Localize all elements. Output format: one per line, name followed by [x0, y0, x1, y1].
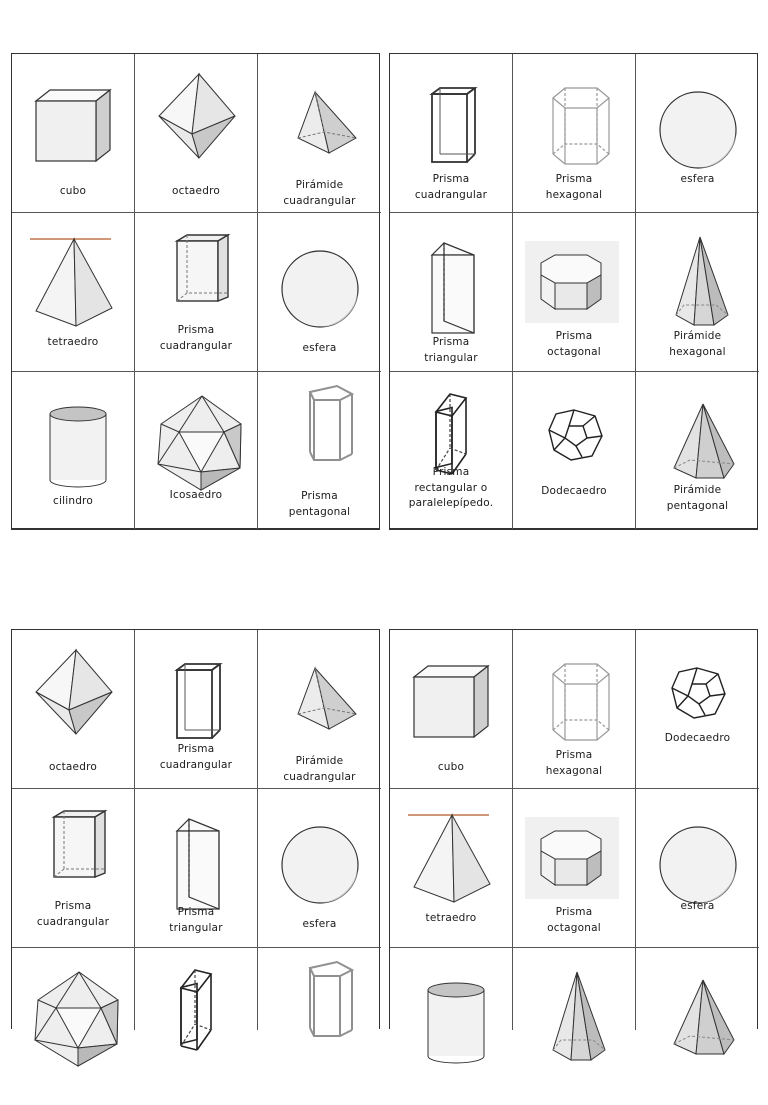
pentagonal-prism-icon — [258, 948, 381, 1105]
cell-label: Prisma cuadrangular — [159, 324, 233, 352]
bingo-card-4 — [389, 629, 758, 1029]
rectangular-prism-icon — [135, 948, 258, 1105]
cell-triangular-prism — [390, 213, 513, 372]
cell-octahedron — [135, 54, 258, 213]
cell-square-prism-tall — [135, 630, 258, 789]
cell-label: esfera — [680, 173, 715, 185]
cell-label: Prisma hexagonal — [545, 749, 603, 777]
cell-icosahedron — [135, 372, 258, 529]
sphere-icon — [636, 789, 759, 948]
sphere-icon — [636, 54, 759, 213]
cell-sphere — [258, 789, 381, 948]
cell-label: cubo — [59, 185, 87, 197]
cell-icosahedron — [12, 948, 135, 1030]
cell-label: Prisma cuadrangular — [36, 900, 110, 928]
cell-octahedron — [12, 630, 135, 789]
cell-label: Pirámide cuadrangular — [283, 755, 356, 783]
cell-octagonal-prism — [513, 789, 636, 948]
cell-pentagonal-pyramid — [636, 948, 759, 1030]
cell-hexagonal-prism — [513, 54, 636, 213]
cell-square-prism — [12, 789, 135, 948]
cell-square-prism-tall — [390, 54, 513, 213]
bingo-card-1 — [11, 53, 380, 530]
cell-label: Prisma triangular — [169, 906, 223, 934]
cell-cylinder — [390, 948, 513, 1030]
cell-square-pyramid — [258, 54, 381, 213]
cell-square-prism — [135, 213, 258, 372]
cell-triangular-prism — [135, 789, 258, 948]
bingo-card-3 — [11, 629, 380, 1029]
cell-label: octaedro — [49, 761, 97, 773]
cell-label: Prisma hexagonal — [545, 173, 603, 201]
cell-label: Prisma cuadrangular — [159, 743, 233, 771]
hexagonal-pyramid-icon — [513, 948, 636, 1105]
cell-cylinder — [12, 372, 135, 529]
cell-sphere — [636, 54, 759, 213]
cell-rectangular-prism — [390, 372, 513, 529]
cell-label: tetraedro — [425, 912, 477, 924]
icosahedron-icon — [135, 372, 258, 529]
cell-cube — [390, 630, 513, 789]
cell-cube — [12, 54, 135, 213]
cell-octagonal-prism — [513, 213, 636, 372]
cell-hexagonal-prism — [513, 630, 636, 789]
cell-label: Pirámide cuadrangular — [283, 179, 356, 207]
cell-sphere — [636, 789, 759, 948]
cell-dodecahedron — [513, 372, 636, 529]
cell-label: tetraedro — [47, 336, 99, 348]
cell-label: Icosaedro — [169, 489, 223, 501]
cell-label: cilindro — [53, 495, 93, 507]
icosahedron-icon — [12, 948, 135, 1105]
cell-label: Pirámide hexagonal — [669, 330, 726, 358]
bingo-card-2 — [389, 53, 758, 530]
cell-square-pyramid — [258, 630, 381, 789]
cell-dodecahedron — [636, 630, 759, 789]
dodecahedron-icon — [513, 372, 636, 529]
dodecahedron-icon — [636, 630, 759, 789]
cell-hexagonal-pyramid — [636, 213, 759, 372]
cell-label: octaedro — [172, 185, 220, 197]
cell-pentagonal-prism — [258, 372, 381, 529]
cell-label: esfera — [680, 900, 715, 912]
cell-pentagonal-pyramid — [636, 372, 759, 529]
cell-label: cubo — [437, 761, 465, 773]
cell-label: Prisma cuadrangular — [414, 173, 488, 201]
cell-pentagonal-prism — [258, 948, 381, 1030]
cell-rectangular-prism — [135, 948, 258, 1030]
cell-label: Dodecaedro — [541, 485, 607, 497]
cell-sphere — [258, 213, 381, 372]
cell-label: Dodecaedro — [664, 732, 731, 744]
cylinder-icon — [390, 948, 513, 1105]
cell-hexagonal-pyramid — [513, 948, 636, 1030]
cell-label: Prisma triangular — [424, 336, 478, 364]
cell-label: Pirámide pentagonal — [666, 484, 729, 512]
cell-tetrahedron — [12, 213, 135, 372]
cell-label: esfera — [302, 342, 337, 354]
cell-label: esfera — [302, 918, 337, 930]
pentagonal-pyramid-icon — [636, 948, 759, 1105]
cell-label: Prisma pentagonal — [288, 490, 351, 518]
cell-label: Prisma rectangular o paralelepípedo. — [408, 466, 494, 509]
cell-label: Prisma octagonal — [547, 330, 601, 358]
cell-tetrahedron — [390, 789, 513, 948]
cell-label: Prisma octagonal — [547, 906, 601, 934]
